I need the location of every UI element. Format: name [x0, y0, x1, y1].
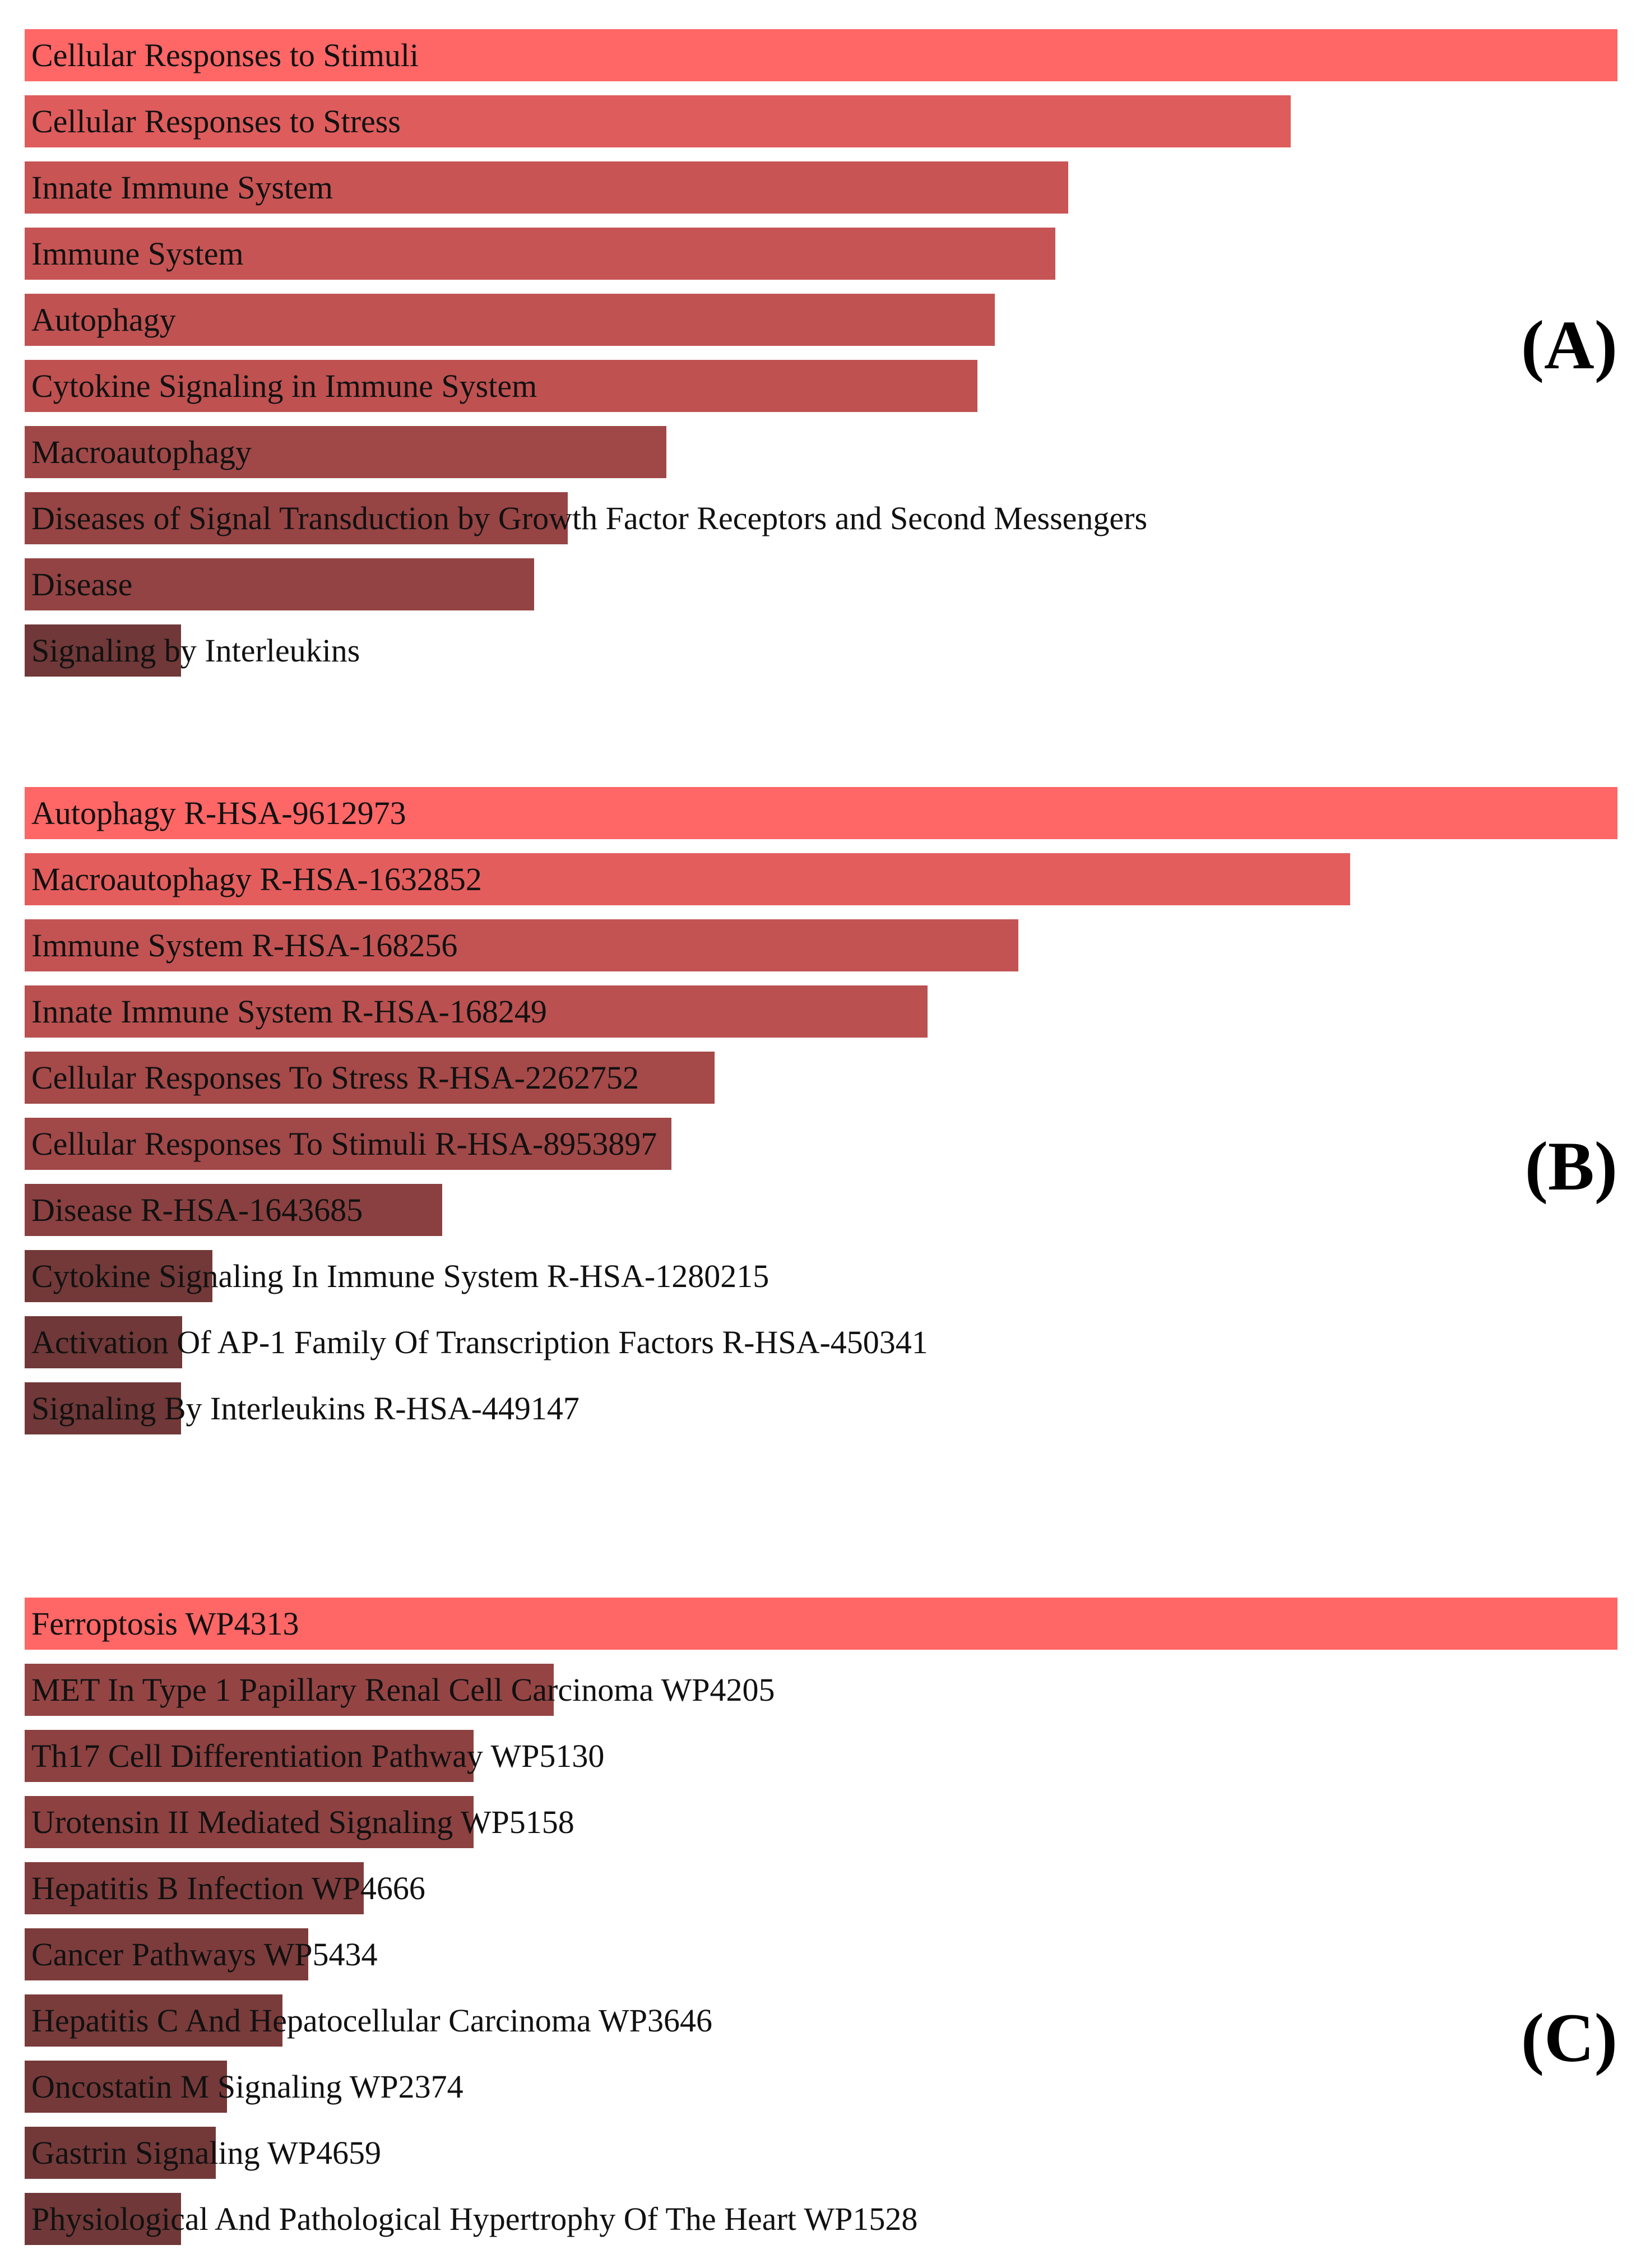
bar-row [25, 853, 1617, 905]
bar-label: Activation Of AP-1 Family Of Transcription Factors R-HSA-450341 [31, 1324, 928, 1360]
bar-label: Cancer Pathways WP5434 [31, 1936, 378, 1973]
bar-row [25, 1796, 1617, 1848]
bar-label: Physiological And Pathological Hypertrophy Of The Heart WP1528 [31, 2201, 918, 2237]
bar-row [25, 2193, 1617, 2245]
bar-row [25, 558, 1617, 610]
bar-row [25, 1250, 1617, 1302]
bar-row [25, 985, 1617, 1038]
bar-label: Innate Immune System R-HSA-168249 [31, 993, 547, 1030]
bar-row [25, 95, 1617, 147]
bar-label: Hepatitis B Infection WP4666 [31, 1870, 425, 1906]
bar-row [25, 1994, 1617, 2047]
panel-label: (A) [1521, 307, 1617, 383]
bar-row [25, 1664, 1617, 1716]
panel-label: (B) [1524, 1128, 1617, 1205]
bar-label: Cytokine Signaling in Immune System [31, 368, 537, 404]
bar-row [25, 919, 1617, 971]
bar-row [25, 624, 1617, 677]
bar-row [25, 1862, 1617, 1914]
bar-label: Immune System [31, 235, 244, 272]
bar-label: Diseases of Signal Transduction by Growth Factor Receptors and Second Messengers [31, 500, 1148, 536]
bar-label: Innate Immune System [31, 169, 333, 206]
bar-label: Cellular Responses to Stimuli [31, 37, 419, 73]
bar-label: Disease R-HSA-1643685 [31, 1192, 363, 1228]
bar-label: Macroautophagy R-HSA-1632852 [31, 861, 482, 897]
bar-label: Signaling by Interleukins [31, 632, 360, 669]
bar-label: Cellular Responses To Stress R-HSA-2262752 [31, 1059, 639, 1096]
bar-row [25, 1052, 1617, 1104]
bar-label: Cellular Responses to Stress [31, 103, 401, 140]
bar-row [25, 360, 1617, 412]
bar-row [25, 228, 1617, 280]
bar-row [25, 1184, 1617, 1236]
bar-row [25, 161, 1617, 214]
bar-row [25, 1118, 1617, 1170]
bar-row [25, 492, 1617, 544]
bar-label: Urotensin II Mediated Signaling WP5158 [31, 1804, 574, 1840]
bar-label: Cytokine Signaling In Immune System R-HSA-1280215 [31, 1258, 769, 1294]
bar-row [25, 1730, 1617, 1782]
bar-label: Oncostatin M Signaling WP2374 [31, 2068, 463, 2105]
bar-label: Immune System R-HSA-168256 [31, 927, 458, 964]
bar-label: Ferroptosis WP4313 [31, 1605, 299, 1642]
bar-row [25, 1928, 1617, 1980]
panel-label: (C) [1521, 1999, 1617, 2076]
bar-row [25, 2127, 1617, 2179]
bar-label: Th17 Cell Differentiation Pathway WP5130 [31, 1738, 605, 1774]
bar-row [25, 1382, 1617, 1434]
bar-label: Signaling By Interleukins R-HSA-449147 [31, 1390, 580, 1427]
bar-row [25, 787, 1617, 839]
bar-row [25, 294, 1617, 346]
bar-row [25, 2061, 1617, 2113]
bar-label: Disease [31, 566, 133, 603]
bar-label: Autophagy [31, 302, 176, 338]
bar-label: Cellular Responses To Stimuli R-HSA-8953897 [31, 1126, 657, 1162]
bar-label: Hepatitis C And Hepatocellular Carcinoma WP3646 [31, 2002, 713, 2039]
bar-label: Autophagy R-HSA-9612973 [31, 795, 406, 831]
bar-row [25, 1598, 1617, 1650]
bar-row [25, 29, 1617, 81]
bar-label: MET In Type 1 Papillary Renal Cell Carcinoma WP4205 [31, 1672, 775, 1708]
bar-label: Macroautophagy [31, 434, 252, 470]
bar-row [25, 1316, 1617, 1368]
bar-label: Gastrin Signaling WP4659 [31, 2135, 382, 2171]
bar-row [25, 426, 1617, 478]
